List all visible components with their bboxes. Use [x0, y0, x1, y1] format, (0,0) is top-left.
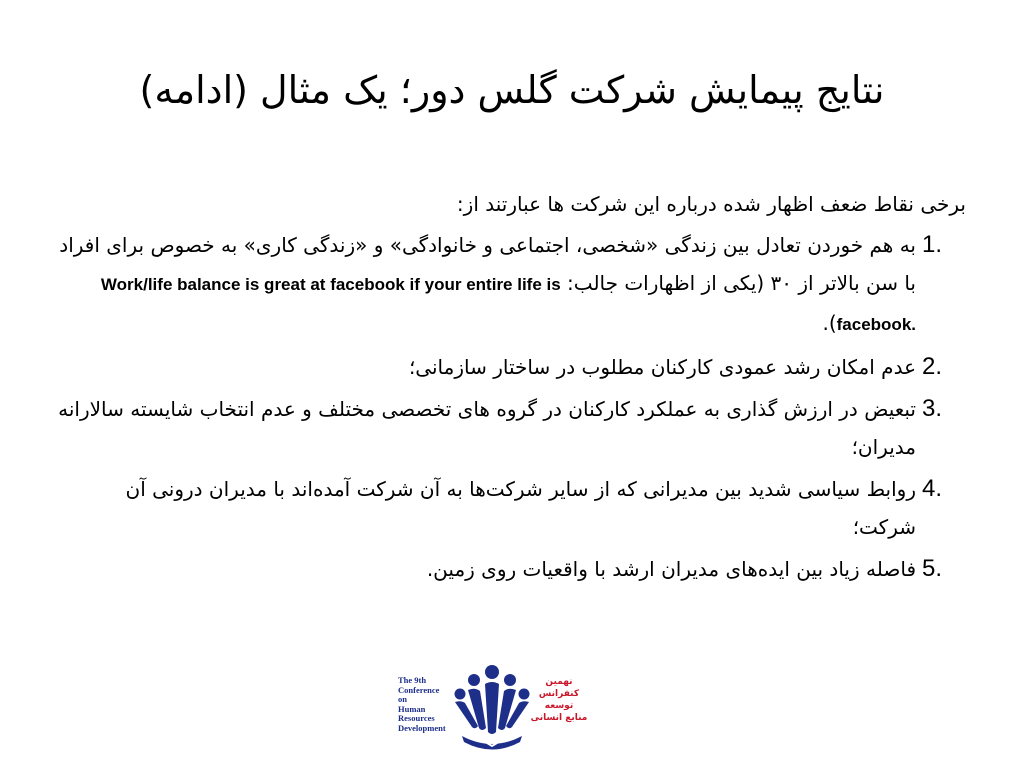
- logo-en-line: Conference: [398, 684, 440, 695]
- logo-en-line: The 9th: [398, 675, 427, 685]
- list-item-text: روابط سیاسی شدید بین مدیرانی که از سایر شرکت‌ها به آن شرکت آمده‌اند با مدیران درونی آن شرکت؛: [125, 477, 916, 539]
- list-item-number: 5.: [922, 555, 943, 582]
- logo-en-line: Human: [398, 703, 426, 714]
- list-item-number: 3.: [922, 395, 943, 422]
- list-item: [58, 390, 966, 466]
- logo-en-line: Resources: [398, 713, 435, 723]
- slide-content: [58, 186, 966, 588]
- logo-en-line: on: [398, 694, 407, 704]
- logo-fa-line: نهمین: [545, 677, 573, 687]
- list-item-number: 2.: [922, 353, 943, 380]
- list-item-text: تبعیض در ارزش گذاری به عملکرد کارکنان در گروه های تخصصی مختلف و عدم انتخاب شایسته سالارانه مدیران؛: [58, 397, 916, 459]
- list-item: [58, 226, 966, 344]
- logo-emblem-icon: [452, 662, 532, 754]
- logo-en-line: Development: [398, 722, 446, 733]
- list-item-text: فاصله زیاد بین ایده‌های مدیران ارشد با واقعیات روی زمین.: [426, 557, 916, 581]
- english-quote: Work/life balance is great at facebook if your entire life is facebook.: [100, 275, 916, 334]
- logo-fa-line: کنفرانس: [538, 689, 580, 699]
- list-item-text: عدم امکان رشد عمودی کارکنان مطلوب در ساختار سازمانی؛: [408, 355, 916, 379]
- intro-text: برخی نقاط ضعف اظهار شده درباره این شرکت ها عبارتند از:: [456, 192, 966, 216]
- weakness-list: [58, 226, 966, 588]
- list-item: [58, 550, 966, 588]
- list-item: [58, 348, 966, 386]
- list-item-number: 4.: [922, 475, 943, 502]
- conference-logo: [390, 658, 590, 758]
- list-item-number: 1.: [922, 231, 943, 258]
- logo-fa-line: منابع انسانی: [530, 713, 588, 723]
- list-item-text: به هم خوردن تعادل بین زندگی «شخصی، اجتماعی و خانوادگی» و «زندگی کاری» به خصوص برای افراد با سن بالاتر از ۳۰ (یکی از اظهارات جالب:: [59, 233, 916, 295]
- slide-title: نتایج پیمایش شرکت گلس دور؛ یک مثال (ادامه): [139, 68, 885, 112]
- list-item: [58, 470, 966, 546]
- logo-fa-line: توسعه: [544, 701, 574, 711]
- list-item-tail: ).: [822, 311, 837, 335]
- logo-persian-text: [530, 676, 588, 724]
